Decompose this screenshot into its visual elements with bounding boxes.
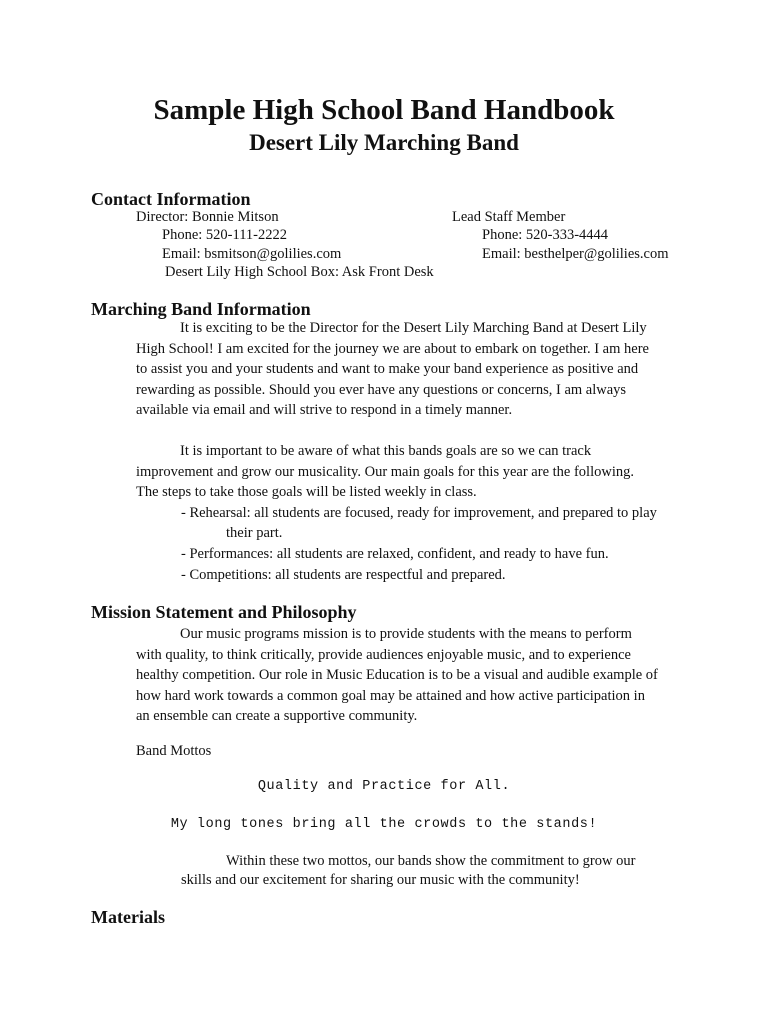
closing-line-1: Within these two mottos, our bands show the commitment to grow our — [226, 853, 636, 869]
mission-line: with quality, to think critically, provide audiences enjoyable music, and to experience — [136, 646, 631, 663]
marching-p1-line: available via email and will strive to respond in a timely manner. — [136, 402, 513, 419]
mission-heading: Mission Statement and Philosophy — [91, 602, 357, 622]
goal-rehearsal: - Rehearsal: all students are focused, ready for improvement, and prepared to play — [181, 505, 657, 521]
mission-line: how hard work towards a common goal may be attained and how active participation in — [136, 687, 645, 704]
director-phone: Phone: 520-111-2222 — [162, 227, 287, 243]
marching-p1-line: rewarding as possible. Should you ever have any questions or concerns, I am always — [136, 381, 627, 398]
marching-p2-line: The steps to take those goals will be listed weekly in class. — [136, 484, 477, 501]
marching-p1-line: to assist you and your students and want to make your band experience as positive and — [136, 361, 639, 378]
document-title: Sample High School Band Handbook — [153, 94, 615, 126]
staff-email: Email: besthelper@golilies.com — [482, 246, 669, 262]
motto-1: Quality and Practice for All. — [257, 779, 511, 794]
marching-p1-line: High School! I am excited for the journey we are about to embark on together. I am here — [136, 340, 649, 357]
staff-title: Lead Staff Member — [452, 209, 566, 225]
marching-heading: Marching Band Information — [91, 299, 311, 319]
school-box: Desert Lily High School Box: Ask Front Desk — [165, 264, 434, 280]
marching-p2-line: It is important to be aware of what this bands goals are so we can track — [180, 443, 592, 459]
mission-line: an ensemble can create a supportive community. — [136, 708, 418, 725]
closing-line-2: skills and our excitement for sharing our music with the community! — [181, 872, 580, 888]
contact-heading: Contact Information — [91, 189, 251, 209]
marching-p2-line: improvement and grow our musicality. Our main goals for this year are the following. — [136, 463, 634, 480]
mottos-label: Band Mottos — [136, 743, 212, 759]
mission-line: Our music programs mission is to provide students with the means to perform — [180, 626, 632, 642]
goal-performances: - Performances: all students are relaxed, confident, and ready to have fun. — [181, 546, 609, 562]
director-email: Email: bsmitson@golilies.com — [162, 246, 342, 262]
marching-p1-line: It is exciting to be the Director for the Desert Lily Marching Band at Desert Lily — [180, 320, 647, 336]
goal-competitions: - Competitions: all students are respectful and prepared. — [181, 567, 506, 583]
marching-paragraph-1 — [136, 318, 684, 421]
document-subtitle: Desert Lily Marching Band — [249, 130, 519, 155]
staff-phone: Phone: 520-333-4444 — [482, 227, 609, 243]
motto-2: My long tones bring all the crowds to the stands! — [170, 817, 598, 832]
director-name: Director: Bonnie Mitson — [136, 209, 279, 225]
goal-rehearsal-continued: their part. — [226, 525, 283, 541]
mission-paragraph — [136, 624, 684, 727]
marching-paragraph-2 — [136, 441, 684, 503]
mission-line: healthy competition. Our role in Music Education is to be a visual and audible example of — [136, 667, 658, 684]
materials-heading: Materials — [91, 907, 165, 927]
